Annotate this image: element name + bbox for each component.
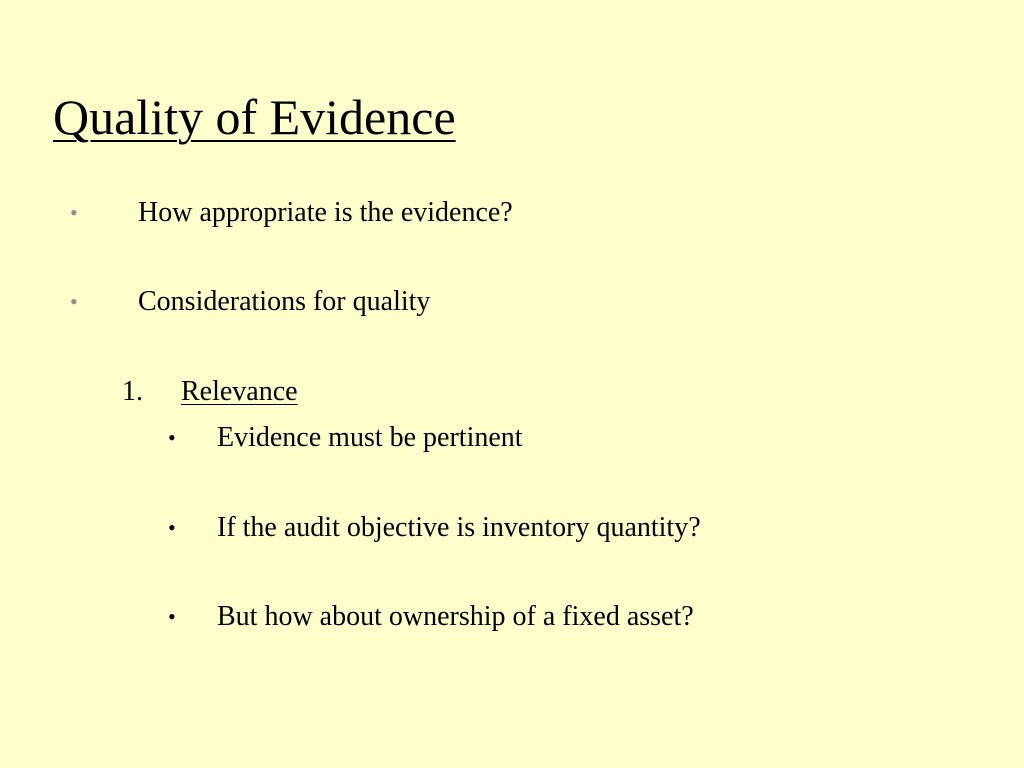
numbered-heading: Relevance — [181, 376, 298, 407]
bullet-text: How appropriate is the evidence? — [138, 197, 513, 228]
bullet-text: Considerations for quality — [138, 286, 431, 317]
sub-bullet-text: Evidence must be pertinent — [217, 422, 523, 453]
sub-bullet-icon: • — [168, 515, 176, 540]
sub-bullet-icon: • — [168, 425, 176, 450]
sub-bullet-text: But how about ownership of a fixed asset? — [217, 601, 694, 632]
sub-bullet-text: If the audit objective is inventory quantity? — [217, 512, 701, 543]
list-number: 1. — [122, 376, 143, 407]
bullet-icon: • — [70, 289, 78, 314]
slide-title: Quality of Evidence — [53, 89, 456, 145]
sub-bullet-icon: • — [168, 604, 176, 629]
bullet-icon: • — [70, 200, 78, 225]
